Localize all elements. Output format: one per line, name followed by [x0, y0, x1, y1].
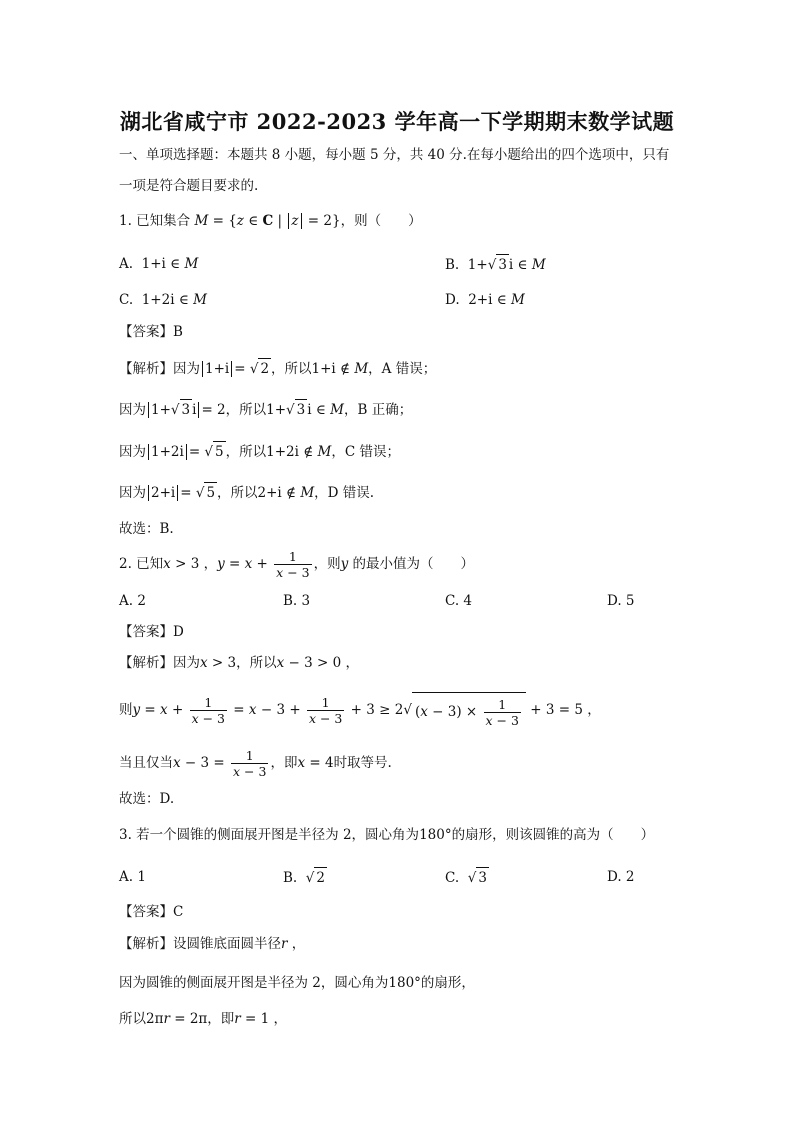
q3-stem: 3. 若一个圆锥的侧面展开图是半径为 2，圆心角为180°的扇形，则该圆锥的高为（ ）: [119, 827, 655, 843]
q1-option-c: C. 1+2i ∈ M: [119, 292, 207, 308]
q1-analysis-line2: 因为 1+√ 3 i = 2，所以1+√ 3 i ∈ M，B 正确；: [119, 399, 412, 420]
q3-option-b: B. √ 2: [283, 867, 327, 888]
section-heading-line1: 一、单项选择题：本题共 8 小题，每小题 5 分，共 40 分.在每小题给出的四个选项中，只有: [119, 147, 670, 163]
q1-option-b: B. 1+√ 3 i ∈ M: [445, 254, 546, 275]
q3-option-a: A. 1: [119, 869, 146, 885]
q1-stem: 1. 已知集合 M = {z ∈ C | z = 2}，则（ ）: [119, 213, 422, 229]
q2-analysis-line1: 【解析】因为x > 3，所以x − 3 > 0 ，: [119, 655, 359, 671]
q2-stem: 2. 已知x > 3 ，y = x + $\frac{1}{x - 3}$ ，则y 的最小值为（ ）: [119, 549, 475, 580]
q2-conclusion: 故选：D.: [119, 791, 175, 807]
q2-option-c: C. 4: [445, 593, 473, 609]
q1-answer: 【答案】B: [119, 324, 183, 340]
q1-analysis-line3: 因为 1+2i = √ 5 ，所以1+2i ∉ M，C 错误；: [119, 441, 400, 462]
q1-option-d: D. 2+i ∈ M: [445, 292, 525, 308]
q2-analysis-line3: 当且仅当x − 3 = $\frac{1}{x - 3}$ ，即x = 4时取等号.: [119, 748, 392, 779]
q3-analysis-line1: 【解析】设圆锥底面圆半径r ，: [119, 936, 306, 952]
q3-answer: 【答案】C: [119, 904, 184, 920]
q3-option-c: C. √ 3: [445, 867, 489, 888]
q3-analysis-line2: 因为圆锥的侧面展开图是半径为 2，圆心角为180°的扇形，: [119, 975, 475, 991]
document-title: 湖北省咸宁市 2022-2023 学年高一下学期期末数学试题: [119, 109, 675, 134]
q1-set-expression: M: [194, 213, 209, 229]
q2-analysis-line2: 则y = x + $\frac{1}{x - 3}$ = x − 3 + $\frac{1}{x - 3}$ + 3 ≥ 2√ (x − 3) × $\frac{1}{x - 3}$ + 3 = 5 ，: [119, 692, 601, 729]
q1-analysis-line4: 因为 2+i = √ 5 ，所以2+i ∉ M，D 错误.: [119, 482, 374, 503]
q2-answer: 【答案】D: [119, 624, 184, 640]
q2-option-b: B. 3: [283, 593, 311, 609]
q2-option-d: D. 5: [607, 593, 635, 609]
q3-option-d: D. 2: [607, 869, 635, 885]
q2-option-a: A. 2: [119, 593, 146, 609]
q1-conclusion: 故选：B.: [119, 521, 174, 537]
section-heading-line2: 一项是符合题目要求的.: [119, 178, 259, 194]
q3-analysis-line3: 所以2πr = 2π，即r = 1 ，: [119, 1011, 288, 1027]
q1-analysis-line1: 【解析】因为 1+i = √ 2 ，所以1+i ∉ M，A 错误；: [119, 358, 436, 379]
q1-option-a: A. 1+i ∈ M: [119, 256, 199, 272]
